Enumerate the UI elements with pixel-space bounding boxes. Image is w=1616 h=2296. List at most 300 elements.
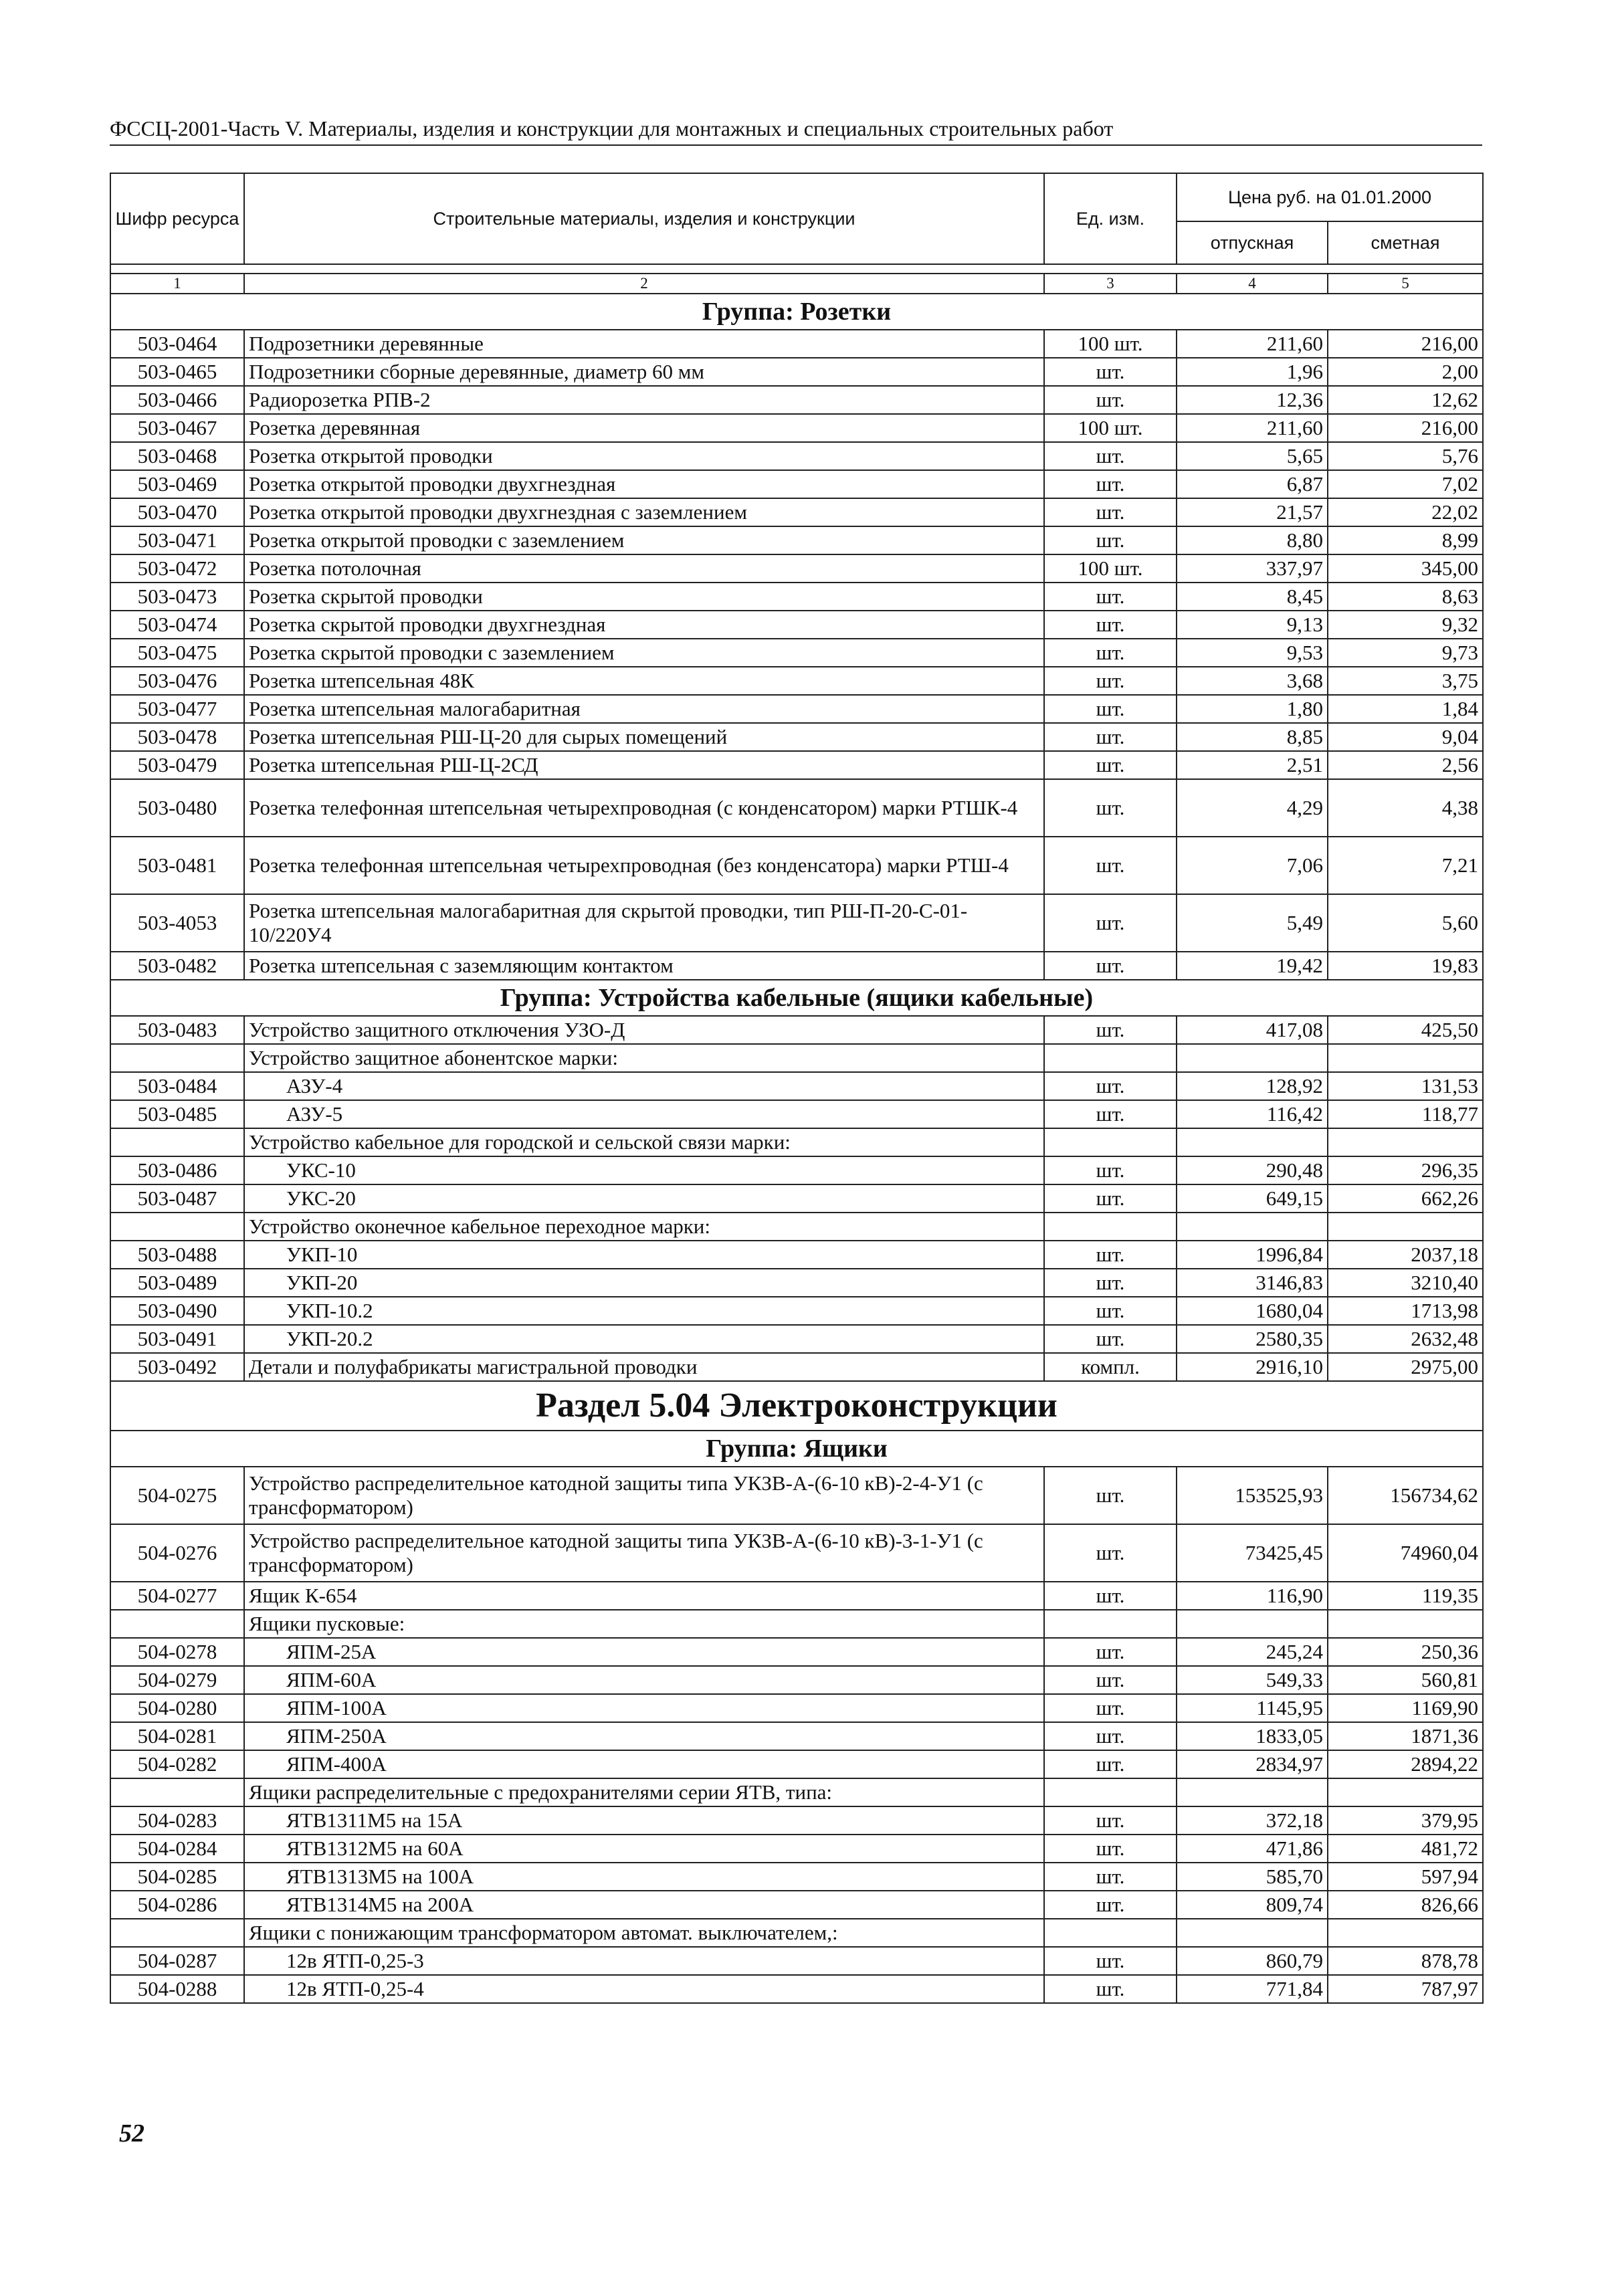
estimate-price: 19,83: [1328, 952, 1483, 980]
estimate-price: 119,35: [1328, 1582, 1483, 1610]
unit: шт.: [1044, 1072, 1177, 1100]
table-row: [110, 358, 1483, 386]
table-row: [110, 386, 1483, 414]
material-name: УКП-10.2: [244, 1297, 1044, 1325]
estimate-price: 118,77: [1328, 1100, 1483, 1128]
resource-code: 503-0477: [110, 695, 244, 723]
release-price: 245,24: [1177, 1638, 1328, 1666]
resource-code: 503-0464: [110, 330, 244, 358]
material-name: АЗУ-5: [244, 1100, 1044, 1128]
unit: шт.: [1044, 667, 1177, 695]
unit: 100 шт.: [1044, 414, 1177, 442]
table-row: [110, 583, 1483, 611]
table-row: [110, 498, 1483, 526]
unit: 100 шт.: [1044, 330, 1177, 358]
header-gap: [110, 264, 1483, 274]
unit: шт.: [1044, 639, 1177, 667]
material-name: Устройство распределительное катодной защиты типа УКЗВ-А-(6-10 кВ)-2-4-У1 (с трансформатором): [244, 1467, 1044, 1524]
resource-code: 503-0483: [110, 1016, 244, 1044]
resource-code: 504-0283: [110, 1806, 244, 1835]
resource-code: 503-0479: [110, 751, 244, 779]
unit: шт.: [1044, 1100, 1177, 1128]
estimate-price: 826,66: [1328, 1891, 1483, 1919]
estimate-price: 5,60: [1328, 894, 1483, 952]
estimate-price: 379,95: [1328, 1806, 1483, 1835]
subheading-release-cell: [1177, 1044, 1328, 1072]
unit: шт.: [1044, 1722, 1177, 1750]
material-name: Розетка открытой проводки двухгнездная с заземлением: [244, 498, 1044, 526]
unit: шт.: [1044, 1750, 1177, 1778]
estimate-price: 9,04: [1328, 723, 1483, 751]
release-price: 337,97: [1177, 554, 1328, 583]
subheading-row: [110, 1919, 1483, 1947]
resource-code: 503-0469: [110, 470, 244, 498]
group-heading-row: [110, 1431, 1483, 1467]
table-row: [110, 1666, 1483, 1694]
table-row: [110, 1947, 1483, 1975]
table-row: [110, 526, 1483, 554]
group-heading: Группа: Ящики: [110, 1431, 1483, 1467]
unit: шт.: [1044, 1524, 1177, 1582]
material-name: ЯТВ1313М5 на 100А: [244, 1863, 1044, 1891]
table-row: [110, 1863, 1483, 1891]
unit: шт.: [1044, 442, 1177, 470]
unit: шт.: [1044, 1806, 1177, 1835]
unit: шт.: [1044, 1835, 1177, 1863]
subheading-code-cell: [110, 1919, 244, 1947]
subheading: Устройство кабельное для городской и сельской связи марки:: [244, 1128, 1044, 1156]
resource-code: 503-0467: [110, 414, 244, 442]
resource-code: 503-0471: [110, 526, 244, 554]
estimate-price: 1169,90: [1328, 1694, 1483, 1722]
release-price: 1145,95: [1177, 1694, 1328, 1722]
subheading-row: [110, 1610, 1483, 1638]
estimate-price: 662,26: [1328, 1184, 1483, 1213]
section-heading-row: [110, 1381, 1483, 1431]
unit: шт.: [1044, 1269, 1177, 1297]
resource-code: 504-0287: [110, 1947, 244, 1975]
release-price: 3146,83: [1177, 1269, 1328, 1297]
subheading-estimate-cell: [1328, 1128, 1483, 1156]
table-row: [110, 1072, 1483, 1100]
release-price: 73425,45: [1177, 1524, 1328, 1582]
table-row: [110, 330, 1483, 358]
resource-code: 503-0488: [110, 1241, 244, 1269]
table-row: [110, 1806, 1483, 1835]
release-price: 211,60: [1177, 414, 1328, 442]
estimate-price: 5,76: [1328, 442, 1483, 470]
release-price: 1833,05: [1177, 1722, 1328, 1750]
table-row: [110, 894, 1483, 952]
unit: шт.: [1044, 1638, 1177, 1666]
material-name: ЯПМ-400А: [244, 1750, 1044, 1778]
material-name: Розетка открытой проводки: [244, 442, 1044, 470]
resource-code: 504-0279: [110, 1666, 244, 1694]
estimate-price: 12,62: [1328, 386, 1483, 414]
resource-code: 503-0492: [110, 1353, 244, 1381]
resource-code: 504-0275: [110, 1467, 244, 1524]
unit: шт.: [1044, 1694, 1177, 1722]
subheading-unit-cell: [1044, 1919, 1177, 1947]
release-price: 1996,84: [1177, 1241, 1328, 1269]
table-row: [110, 667, 1483, 695]
estimate-price: 787,97: [1328, 1975, 1483, 2003]
unit: шт.: [1044, 1156, 1177, 1184]
material-name: УКС-20: [244, 1184, 1044, 1213]
release-price: 8,80: [1177, 526, 1328, 554]
subheading-code-cell: [110, 1778, 244, 1806]
estimate-price: 3210,40: [1328, 1269, 1483, 1297]
estimate-price: 216,00: [1328, 330, 1483, 358]
material-name: Розетка скрытой проводки с заземлением: [244, 639, 1044, 667]
resource-code: 503-0491: [110, 1325, 244, 1353]
col-header-estimate: сметная: [1328, 221, 1483, 264]
material-name: Розетка открытой проводки двухгнездная: [244, 470, 1044, 498]
material-name: АЗУ-4: [244, 1072, 1044, 1100]
table-row: [110, 1269, 1483, 1297]
table-row: [110, 611, 1483, 639]
unit: шт.: [1044, 751, 1177, 779]
material-name: Розетка штепсельная 48К: [244, 667, 1044, 695]
table-row: [110, 1524, 1483, 1582]
resource-code: 504-0285: [110, 1863, 244, 1891]
resource-code: 503-0480: [110, 779, 244, 837]
col-header-name: Строительные материалы, изделия и конструкции: [244, 173, 1044, 264]
release-price: 9,53: [1177, 639, 1328, 667]
resource-code: 503-0490: [110, 1297, 244, 1325]
subheading-row: [110, 1213, 1483, 1241]
resource-code: 504-0284: [110, 1835, 244, 1863]
unit: шт.: [1044, 358, 1177, 386]
material-name: 12в ЯТП-0,25-4: [244, 1975, 1044, 2003]
resource-code: 503-0476: [110, 667, 244, 695]
table-row: [110, 1241, 1483, 1269]
estimate-price: 560,81: [1328, 1666, 1483, 1694]
table-row: [110, 1184, 1483, 1213]
unit: шт.: [1044, 837, 1177, 894]
subheading-estimate-cell: [1328, 1044, 1483, 1072]
table-body: [110, 173, 1483, 2003]
resource-code: 503-0472: [110, 554, 244, 583]
resource-code: 503-0470: [110, 498, 244, 526]
unit: шт.: [1044, 1975, 1177, 2003]
release-price: 211,60: [1177, 330, 1328, 358]
material-name: Розетка открытой проводки с заземлением: [244, 526, 1044, 554]
resource-code: 503-0489: [110, 1269, 244, 1297]
material-name: Детали и полуфабрикаты магистральной проводки: [244, 1353, 1044, 1381]
estimate-price: 250,36: [1328, 1638, 1483, 1666]
unit: шт.: [1044, 583, 1177, 611]
estimate-price: 296,35: [1328, 1156, 1483, 1184]
section-heading: Раздел 5.04 Электроконструкции: [110, 1381, 1483, 1431]
resource-code: 503-0478: [110, 723, 244, 751]
subheading-code-cell: [110, 1044, 244, 1072]
table-row: [110, 1750, 1483, 1778]
release-price: 585,70: [1177, 1863, 1328, 1891]
header-row: [110, 173, 1483, 221]
subheading-code-cell: [110, 1610, 244, 1638]
material-name: Розетка штепсельная малогабаритная для скрытой проводки, тип РШ-П-20-С-01-10/220У4: [244, 894, 1044, 952]
unit: шт.: [1044, 1241, 1177, 1269]
resource-code: 503-0466: [110, 386, 244, 414]
estimate-price: 481,72: [1328, 1835, 1483, 1863]
estimate-price: 9,32: [1328, 611, 1483, 639]
resource-code: 504-0288: [110, 1975, 244, 2003]
estimate-price: 2894,22: [1328, 1750, 1483, 1778]
estimate-price: 156734,62: [1328, 1467, 1483, 1524]
col-header-release: отпускная: [1177, 221, 1328, 264]
release-price: 21,57: [1177, 498, 1328, 526]
unit: шт.: [1044, 1467, 1177, 1524]
col-number: 2: [244, 274, 1044, 294]
resource-code: 504-0282: [110, 1750, 244, 1778]
resource-code: 504-0277: [110, 1582, 244, 1610]
estimate-price: 7,02: [1328, 470, 1483, 498]
page-number: 52: [119, 2119, 144, 2148]
estimate-price: 425,50: [1328, 1016, 1483, 1044]
table-row: [110, 1694, 1483, 1722]
unit: шт.: [1044, 1891, 1177, 1919]
column-number-row: [110, 274, 1483, 294]
subheading-row: [110, 1778, 1483, 1806]
unit: шт.: [1044, 1016, 1177, 1044]
estimate-price: 345,00: [1328, 554, 1483, 583]
release-price: 9,13: [1177, 611, 1328, 639]
subheading-unit-cell: [1044, 1213, 1177, 1241]
unit: шт.: [1044, 1947, 1177, 1975]
header-rule: [110, 144, 1482, 146]
table-row: [110, 1835, 1483, 1863]
release-price: 1,80: [1177, 695, 1328, 723]
col-number: 3: [1044, 274, 1177, 294]
unit: шт.: [1044, 1666, 1177, 1694]
resource-code: 503-0475: [110, 639, 244, 667]
subheading: Ящики распределительные с предохранителями серии ЯТВ, типа:: [244, 1778, 1044, 1806]
release-price: 417,08: [1177, 1016, 1328, 1044]
resource-code: 503-0481: [110, 837, 244, 894]
table-row: [110, 1638, 1483, 1666]
unit: шт.: [1044, 498, 1177, 526]
table-row: [110, 1156, 1483, 1184]
release-price: 771,84: [1177, 1975, 1328, 2003]
table-row: [110, 414, 1483, 442]
col-header-price: Цена руб. на 01.01.2000: [1177, 173, 1483, 221]
estimate-price: 22,02: [1328, 498, 1483, 526]
table-row: [110, 779, 1483, 837]
subheading-unit-cell: [1044, 1044, 1177, 1072]
estimate-price: 2975,00: [1328, 1353, 1483, 1381]
material-name: Розетка скрытой проводки: [244, 583, 1044, 611]
material-name: Розетка штепсельная малогабаритная: [244, 695, 1044, 723]
resource-code: 503-0465: [110, 358, 244, 386]
unit: шт.: [1044, 695, 1177, 723]
unit: компл.: [1044, 1353, 1177, 1381]
estimate-price: 878,78: [1328, 1947, 1483, 1975]
material-name: УКП-20: [244, 1269, 1044, 1297]
estimate-price: 2632,48: [1328, 1325, 1483, 1353]
subheading-code-cell: [110, 1128, 244, 1156]
table-row: [110, 695, 1483, 723]
unit: шт.: [1044, 1297, 1177, 1325]
unit: шт.: [1044, 894, 1177, 952]
table-row: [110, 1975, 1483, 2003]
release-price: 1,96: [1177, 358, 1328, 386]
resource-code: 504-0286: [110, 1891, 244, 1919]
subheading-release-cell: [1177, 1128, 1328, 1156]
unit: шт.: [1044, 1582, 1177, 1610]
unit: 100 шт.: [1044, 554, 1177, 583]
resource-code: 503-0486: [110, 1156, 244, 1184]
estimate-price: 1713,98: [1328, 1297, 1483, 1325]
estimate-price: 8,99: [1328, 526, 1483, 554]
resource-code: 504-0276: [110, 1524, 244, 1582]
material-name: ЯПМ-100А: [244, 1694, 1044, 1722]
release-price: 2834,97: [1177, 1750, 1328, 1778]
table-row: [110, 1467, 1483, 1524]
col-header-code: Шифр ресурса: [110, 173, 244, 264]
material-name: УКП-20.2: [244, 1325, 1044, 1353]
unit: шт.: [1044, 470, 1177, 498]
material-name: Подрозетники сборные деревянные, диаметр 60 мм: [244, 358, 1044, 386]
table-row: [110, 1353, 1483, 1381]
estimate-price: 1,84: [1328, 695, 1483, 723]
header-gap-cell: [110, 264, 1483, 274]
subheading-estimate-cell: [1328, 1213, 1483, 1241]
estimate-price: 216,00: [1328, 414, 1483, 442]
group-heading-row: [110, 294, 1483, 330]
release-price: 290,48: [1177, 1156, 1328, 1184]
table-row: [110, 751, 1483, 779]
unit: шт.: [1044, 952, 1177, 980]
unit: шт.: [1044, 1184, 1177, 1213]
subheading-unit-cell: [1044, 1128, 1177, 1156]
table-row: [110, 1722, 1483, 1750]
subheading-row: [110, 1128, 1483, 1156]
subheading-release-cell: [1177, 1778, 1328, 1806]
table-row: [110, 837, 1483, 894]
table-row: [110, 1325, 1483, 1353]
release-price: 649,15: [1177, 1184, 1328, 1213]
group-heading: Группа: Устройства кабельные (ящики кабельные): [110, 980, 1483, 1016]
estimate-price: 9,73: [1328, 639, 1483, 667]
release-price: 12,36: [1177, 386, 1328, 414]
table-row: [110, 639, 1483, 667]
estimate-price: 2,56: [1328, 751, 1483, 779]
release-price: 8,45: [1177, 583, 1328, 611]
resource-code: 504-0280: [110, 1694, 244, 1722]
estimate-price: 8,63: [1328, 583, 1483, 611]
subheading-estimate-cell: [1328, 1919, 1483, 1947]
release-price: 19,42: [1177, 952, 1328, 980]
col-number: 4: [1177, 274, 1328, 294]
release-price: 2580,35: [1177, 1325, 1328, 1353]
material-name: Устройство распределительное катодной защиты типа УКЗВ-А-(6-10 кВ)-3-1-У1 (с трансформатором): [244, 1524, 1044, 1582]
resource-code: 503-0485: [110, 1100, 244, 1128]
release-price: 116,42: [1177, 1100, 1328, 1128]
table-row: [110, 1016, 1483, 1044]
subheading-release-cell: [1177, 1610, 1328, 1638]
release-price: 809,74: [1177, 1891, 1328, 1919]
estimate-price: 3,75: [1328, 667, 1483, 695]
material-name: Розетка телефонная штепсельная четырехпроводная (без конденсатора) марки РТШ-4: [244, 837, 1044, 894]
material-name: Розетка потолочная: [244, 554, 1044, 583]
subheading-code-cell: [110, 1213, 244, 1241]
release-price: 116,90: [1177, 1582, 1328, 1610]
unit: шт.: [1044, 723, 1177, 751]
table-row: [110, 1100, 1483, 1128]
material-name: Ящик К-654: [244, 1582, 1044, 1610]
resource-code: 503-4053: [110, 894, 244, 952]
col-number: 5: [1328, 274, 1483, 294]
release-price: 2916,10: [1177, 1353, 1328, 1381]
material-name: ЯТВ1312М5 на 60А: [244, 1835, 1044, 1863]
col-header-unit: Ед. изм.: [1044, 173, 1177, 264]
material-name: ЯПМ-250А: [244, 1722, 1044, 1750]
estimate-price: 131,53: [1328, 1072, 1483, 1100]
page-header: ФССЦ-2001-Часть V. Материалы, изделия и конструкции для монтажных и специальных строительных работ: [110, 116, 1114, 140]
resource-code: 503-0482: [110, 952, 244, 980]
release-price: 4,29: [1177, 779, 1328, 837]
release-price: 7,06: [1177, 837, 1328, 894]
subheading-release-cell: [1177, 1919, 1328, 1947]
resource-code: 503-0473: [110, 583, 244, 611]
estimate-price: 597,94: [1328, 1863, 1483, 1891]
material-name: Розетка штепсельная РШ-Ц-2СД: [244, 751, 1044, 779]
subheading-unit-cell: [1044, 1778, 1177, 1806]
subheading-estimate-cell: [1328, 1778, 1483, 1806]
table-row: [110, 723, 1483, 751]
unit: шт.: [1044, 779, 1177, 837]
subheading-release-cell: [1177, 1213, 1328, 1241]
unit: шт.: [1044, 386, 1177, 414]
release-price: 2,51: [1177, 751, 1328, 779]
unit: шт.: [1044, 611, 1177, 639]
unit: шт.: [1044, 526, 1177, 554]
subheading: Устройство защитное абонентское марки:: [244, 1044, 1044, 1072]
table-row: [110, 952, 1483, 980]
price-table: [110, 173, 1484, 2004]
col-number: 1: [110, 274, 244, 294]
release-price: 372,18: [1177, 1806, 1328, 1835]
estimate-price: 74960,04: [1328, 1524, 1483, 1582]
table-row: [110, 1891, 1483, 1919]
material-name: ЯПМ-25А: [244, 1638, 1044, 1666]
resource-code: 504-0281: [110, 1722, 244, 1750]
material-name: Розетка скрытой проводки двухгнездная: [244, 611, 1044, 639]
group-heading-row: [110, 980, 1483, 1016]
estimate-price: 4,38: [1328, 779, 1483, 837]
material-name: Радиорозетка РПВ-2: [244, 386, 1044, 414]
subheading-estimate-cell: [1328, 1610, 1483, 1638]
material-name: ЯПМ-60А: [244, 1666, 1044, 1694]
release-price: 1680,04: [1177, 1297, 1328, 1325]
release-price: 6,87: [1177, 470, 1328, 498]
resource-code: 503-0468: [110, 442, 244, 470]
material-name: Розетка телефонная штепсельная четырехпроводная (с конденсатором) марки РТШК-4: [244, 779, 1044, 837]
table-row: [110, 554, 1483, 583]
resource-code: 503-0487: [110, 1184, 244, 1213]
material-name: Устройство защитного отключения УЗО-Д: [244, 1016, 1044, 1044]
estimate-price: 2037,18: [1328, 1241, 1483, 1269]
estimate-price: 1871,36: [1328, 1722, 1483, 1750]
estimate-price: 7,21: [1328, 837, 1483, 894]
release-price: 153525,93: [1177, 1467, 1328, 1524]
subheading: Ящики с понижающим трансформатором автомат. выключателем,:: [244, 1919, 1044, 1947]
release-price: 5,49: [1177, 894, 1328, 952]
table-row: [110, 1582, 1483, 1610]
resource-code: 503-0474: [110, 611, 244, 639]
resource-code: 503-0484: [110, 1072, 244, 1100]
